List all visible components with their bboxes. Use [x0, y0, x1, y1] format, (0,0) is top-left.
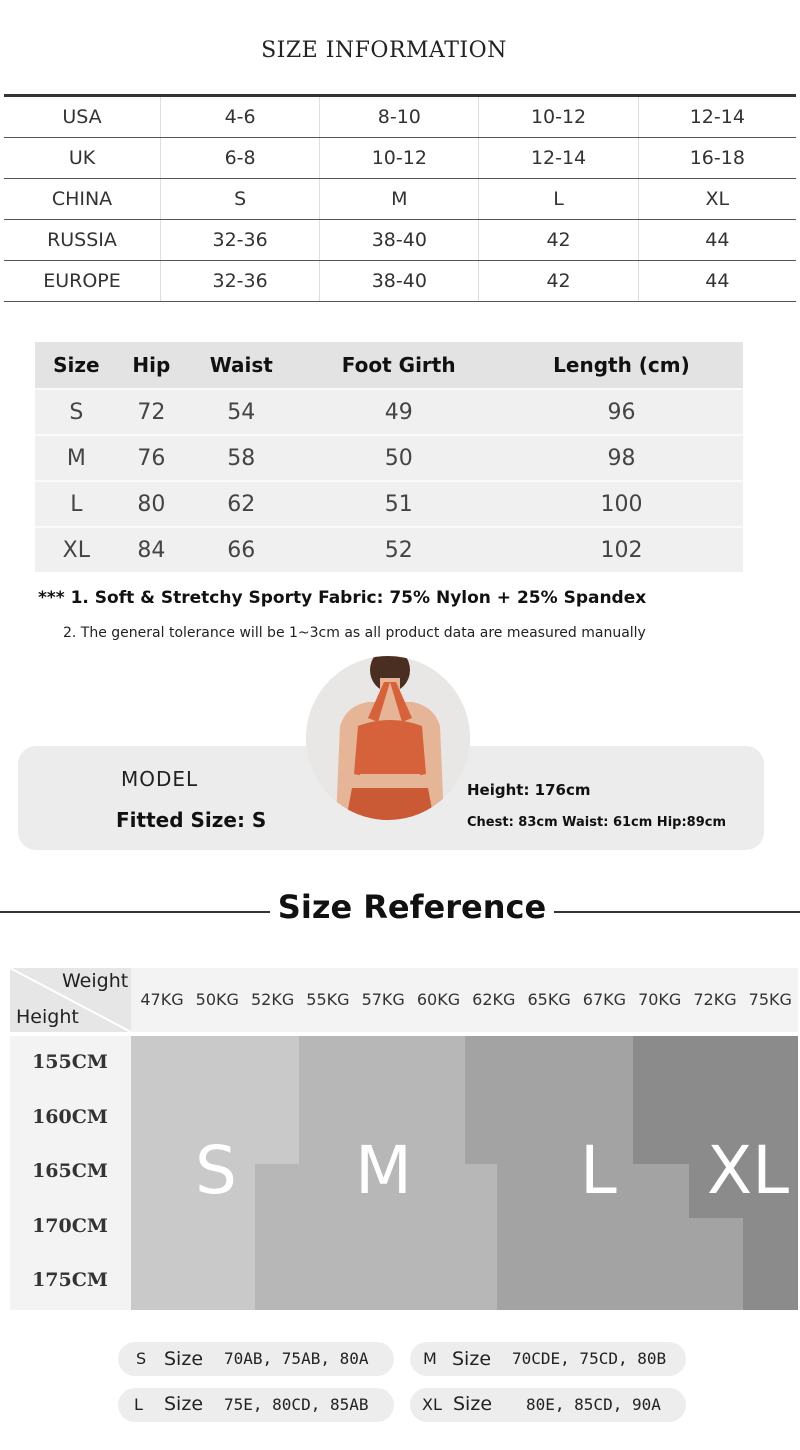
- table-cell: 42: [479, 261, 638, 302]
- table-cell: XL: [35, 527, 118, 572]
- divider-left: [0, 911, 270, 913]
- table-cell: 38-40: [320, 220, 479, 261]
- table-row: [4, 96, 796, 138]
- pill-size-value: 75E, 80CD, 85AB: [224, 1395, 369, 1414]
- table-cell: 4-6: [161, 96, 320, 138]
- table-cell: M: [35, 435, 118, 481]
- table-cell: M: [320, 179, 479, 220]
- pill-size-value: 70CDE, 75CD, 80B: [512, 1349, 667, 1368]
- size-conversion-table: [4, 94, 796, 302]
- table-row: [4, 220, 796, 261]
- table-cell: S: [161, 179, 320, 220]
- table-cell: 8-10: [320, 96, 479, 138]
- table-cell: 50: [297, 435, 499, 481]
- pill-size-letter: S: [136, 1349, 147, 1368]
- table-cell: 10-12: [479, 96, 638, 138]
- weight-column-label: 60KG: [416, 990, 461, 1009]
- table-row: [4, 179, 796, 220]
- row-label: USA: [4, 96, 161, 138]
- table-row: [35, 435, 743, 481]
- pill-size-word: Size: [452, 1348, 492, 1370]
- zone-label-m: M: [355, 1132, 412, 1209]
- height-row-label: 160CM: [32, 1105, 108, 1128]
- pill-size-letter: L: [134, 1395, 143, 1414]
- table-cell: L: [35, 481, 118, 527]
- table-cell: 72: [118, 389, 185, 435]
- table-cell: 96: [500, 389, 743, 435]
- table-cell: 42: [479, 220, 638, 261]
- table-cell: 84: [118, 527, 185, 572]
- model-height: Height: 176cm: [467, 781, 591, 799]
- model-label: MODEL: [121, 767, 199, 791]
- weight-axis-label: Weight: [62, 970, 129, 992]
- tolerance-note: 2. The general tolerance will be 1~3cm as all product data are measured manually: [63, 625, 646, 641]
- weight-column-label: 67KG: [582, 990, 627, 1009]
- weight-column-label: 75KG: [748, 990, 792, 1009]
- table-cell: 38-40: [320, 261, 479, 302]
- pill-size-letter: M: [423, 1349, 437, 1368]
- weight-column-label: 47KG: [140, 990, 184, 1009]
- table-cell: 10-12: [320, 138, 479, 179]
- table-cell: 62: [185, 481, 297, 527]
- table-cell: 44: [638, 220, 796, 261]
- weight-column-label: 50KG: [195, 990, 239, 1009]
- height-axis-label: Height: [16, 1006, 79, 1028]
- table-cell: 98: [500, 435, 743, 481]
- row-label: RUSSIA: [4, 220, 161, 261]
- pill-size-value: 70AB, 75AB, 80A: [224, 1349, 369, 1368]
- pill-size-word: Size: [164, 1348, 204, 1370]
- size-information-title: SIZE INFORMATION: [261, 38, 507, 63]
- divider-right: [554, 911, 800, 913]
- table-cell: 102: [500, 527, 743, 572]
- table-cell: 66: [185, 527, 297, 572]
- table-row: [4, 261, 796, 302]
- zone-label-l: L: [580, 1132, 617, 1209]
- height-row-label: 175CM: [32, 1269, 108, 1291]
- table-cell: L: [479, 179, 638, 220]
- table-row: [35, 527, 743, 572]
- zone-label-xl: XL: [707, 1132, 789, 1209]
- table-cell: 32-36: [161, 220, 320, 261]
- measurement-table: [35, 342, 743, 572]
- table-row: [35, 389, 743, 435]
- column-header: Waist: [185, 342, 297, 389]
- zone-label-s: S: [195, 1132, 237, 1209]
- table-cell: 32-36: [161, 261, 320, 302]
- pill-size-letter: XL: [422, 1395, 442, 1414]
- column-header: Foot Girth: [297, 342, 499, 389]
- table-cell: XL: [638, 179, 796, 220]
- table-cell: 44: [638, 261, 796, 302]
- row-label: CHINA: [4, 179, 161, 220]
- table-header-row: [35, 342, 743, 389]
- table-cell: 76: [118, 435, 185, 481]
- column-header: Hip: [118, 342, 185, 389]
- row-label: EUROPE: [4, 261, 161, 302]
- pill-size-value: 80E, 85CD, 90A: [526, 1395, 661, 1414]
- table-cell: 100: [500, 481, 743, 527]
- weight-column-label: 62KG: [472, 990, 516, 1009]
- table-row: [4, 138, 796, 179]
- weight-column-label: 72KG: [693, 990, 737, 1009]
- table-cell: 52: [297, 527, 499, 572]
- table-cell: 12-14: [479, 138, 638, 179]
- pill-size-word: Size: [453, 1393, 493, 1415]
- height-row-label: 155CM: [32, 1051, 108, 1073]
- table-cell: 16-18: [638, 138, 796, 179]
- table-cell: 49: [297, 389, 499, 435]
- table-cell: 58: [185, 435, 297, 481]
- size-reference-title: Size Reference: [277, 888, 547, 926]
- height-row-label: 170CM: [32, 1214, 108, 1237]
- weight-column-label: 52KG: [250, 990, 295, 1009]
- height-row-label: 165CM: [32, 1160, 108, 1182]
- table-cell: 80: [118, 481, 185, 527]
- pill-size-word: Size: [164, 1393, 204, 1415]
- weight-column-label: 55KG: [306, 990, 350, 1009]
- weight-column-label: 65KG: [527, 990, 571, 1009]
- model-measurements: Chest: 83cm Waist: 61cm Hip:89cm: [467, 815, 726, 830]
- table-cell: 54: [185, 389, 297, 435]
- table-cell: 6-8: [161, 138, 320, 179]
- model-photo: [306, 656, 470, 820]
- column-header: Size: [35, 342, 118, 389]
- fitted-size: Fitted Size: S: [116, 808, 267, 832]
- weight-column-label: 57KG: [361, 990, 405, 1009]
- table-cell: S: [35, 389, 118, 435]
- row-label: UK: [4, 138, 161, 179]
- column-header: Length (cm): [500, 342, 743, 389]
- table-cell: 12-14: [638, 96, 796, 138]
- weight-column-label: 70KG: [638, 990, 682, 1009]
- table-cell: 51: [297, 481, 499, 527]
- fabric-note: *** 1. Soft & Stretchy Sporty Fabric: 75% Nylon + 25% Spandex: [38, 588, 647, 608]
- table-row: [35, 481, 743, 527]
